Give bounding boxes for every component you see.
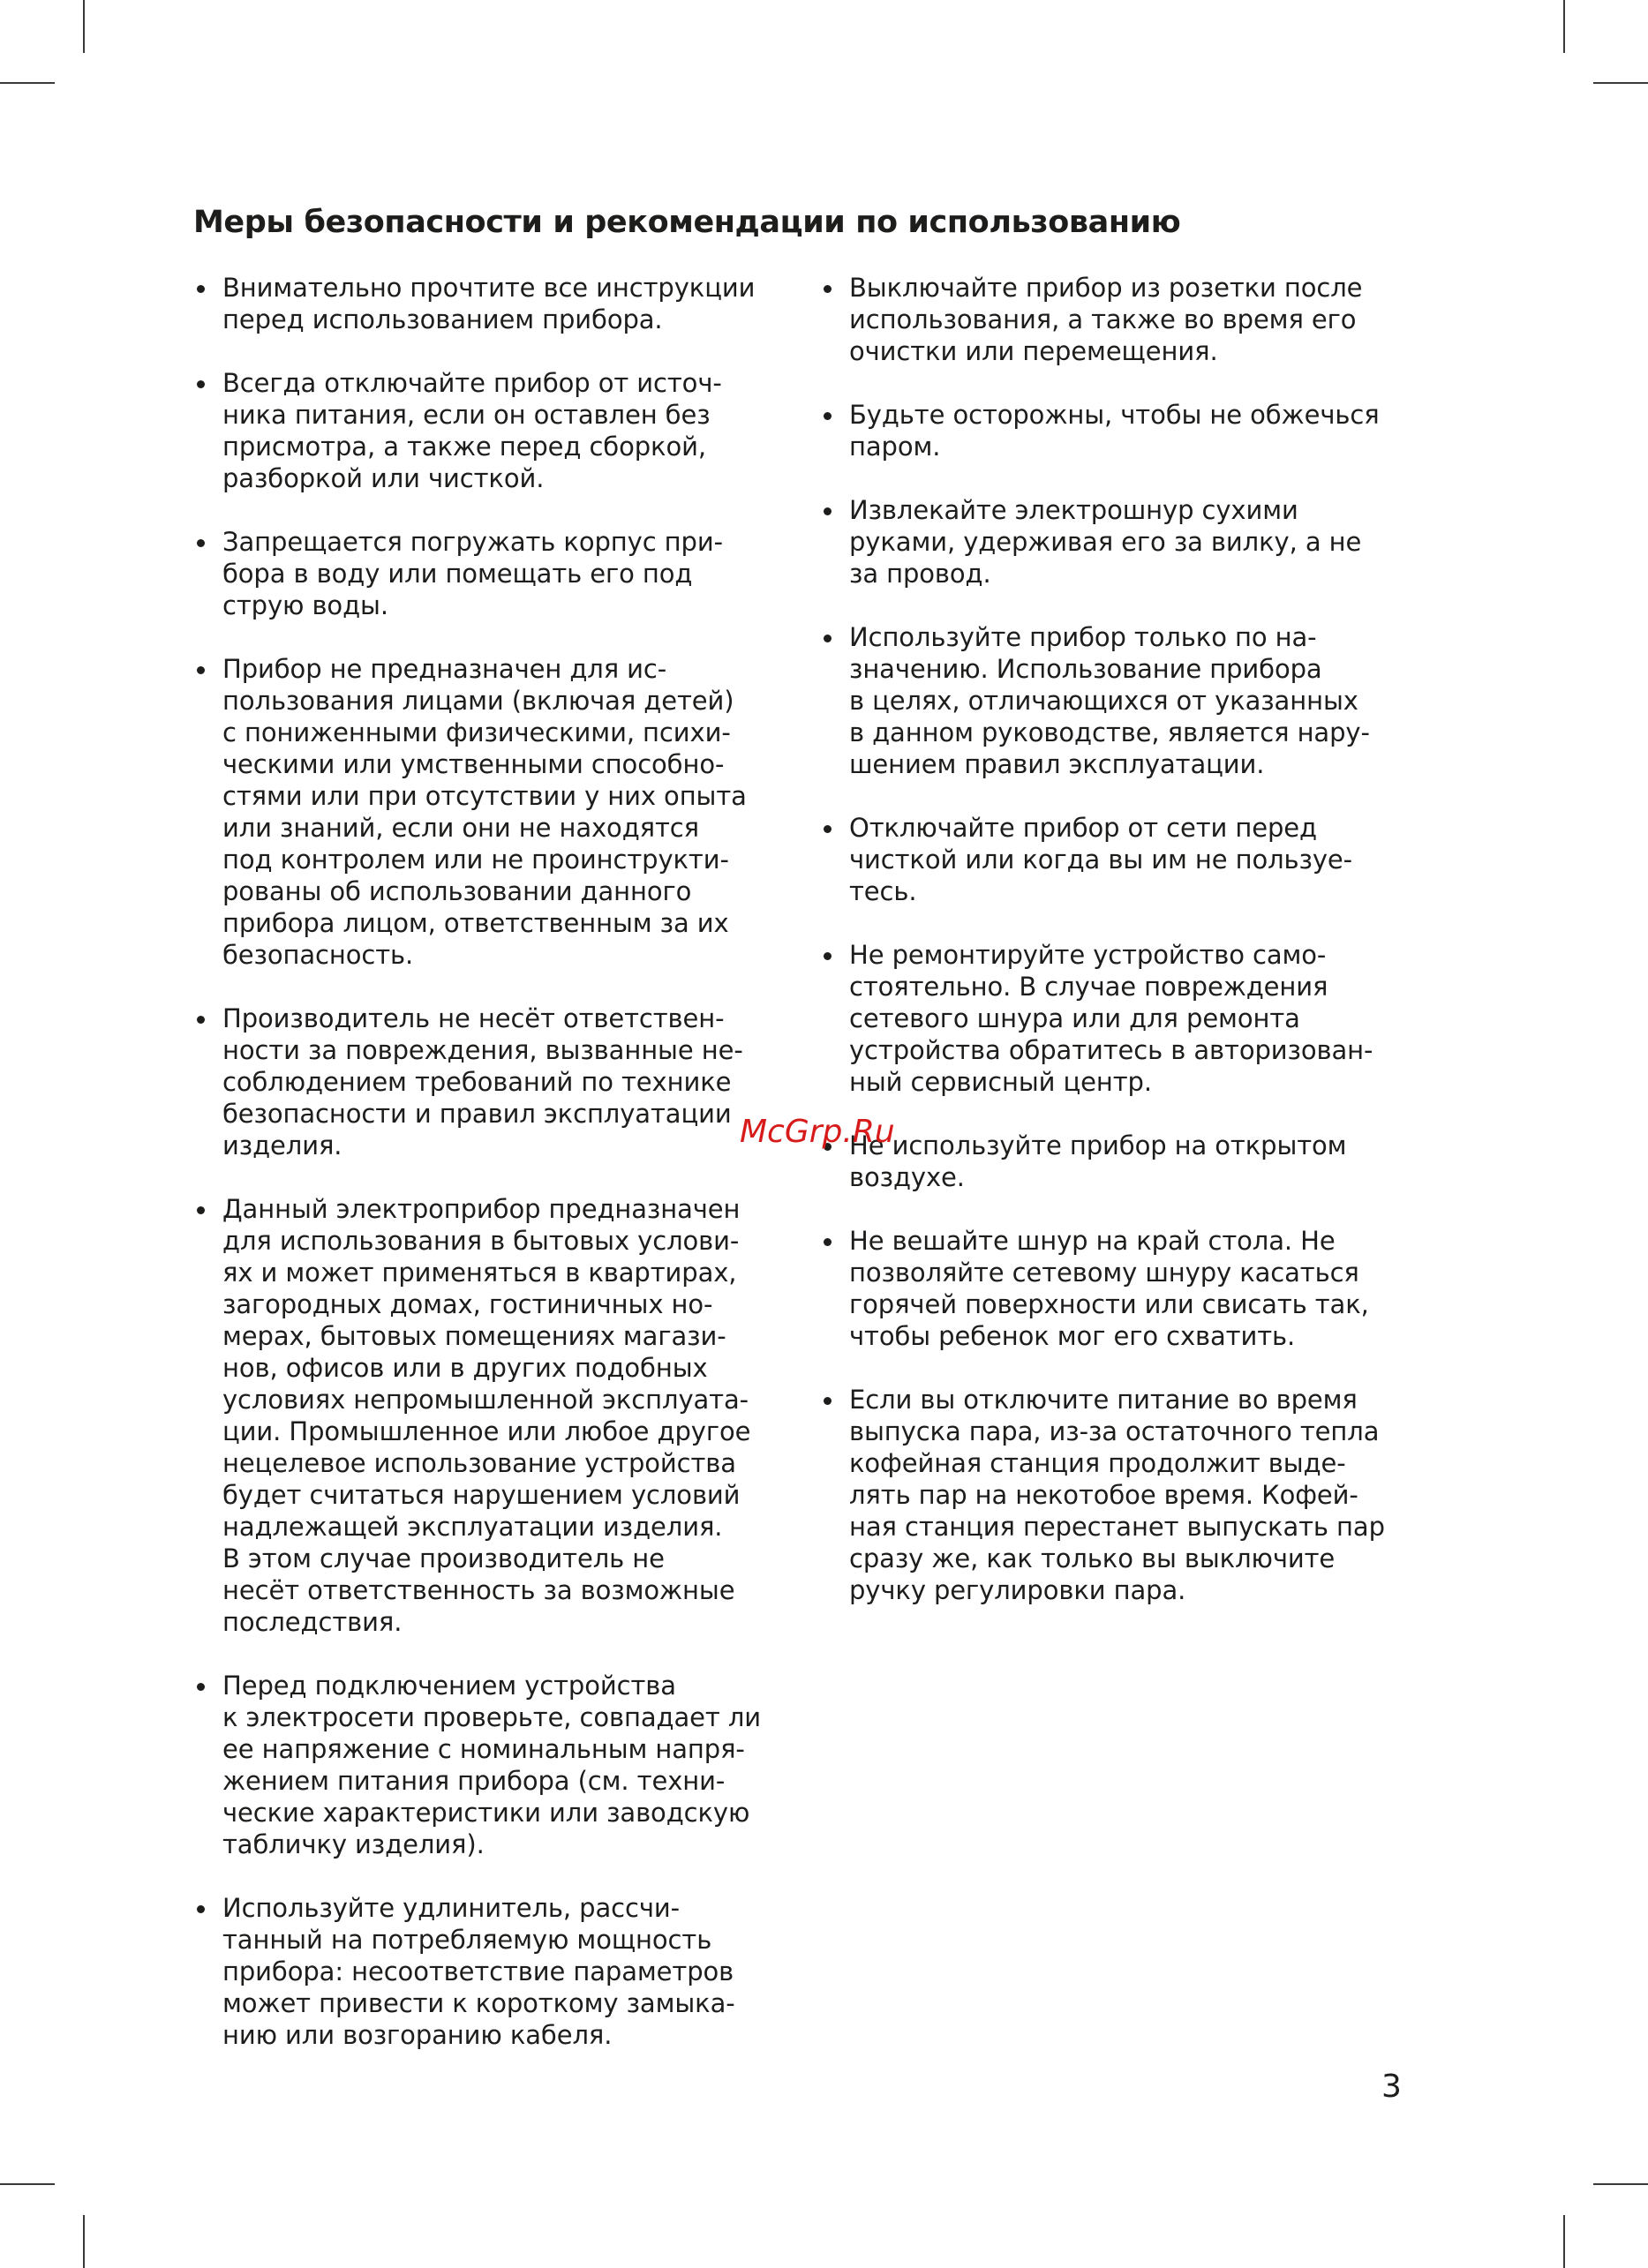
safety-item-text-line: Прибор не предназначен для ис- bbox=[222, 654, 667, 684]
safety-item-text-line: Извлекайте электрошнур сухими bbox=[849, 495, 1298, 525]
safety-item-text-line: соблюдением требований по технике bbox=[222, 1067, 732, 1097]
bullet-dot-icon bbox=[197, 285, 205, 293]
safety-item-text-line: может привести к короткому замыка- bbox=[222, 1988, 735, 2018]
bullet-dot-icon bbox=[197, 1206, 205, 1214]
safety-list-item bbox=[193, 1892, 785, 2051]
safety-item-text-line: Всегда отключайте прибор от источ- bbox=[222, 368, 722, 398]
safety-item-text-line: чисткой или когда вы им не пользуе- bbox=[849, 845, 1353, 875]
safety-item-text-line: разборкой или чисткой. bbox=[222, 463, 545, 493]
safety-list-item bbox=[193, 272, 785, 335]
safety-item-text-line: лять пар на некотобое время. Кофей- bbox=[849, 1480, 1358, 1510]
safety-list-item bbox=[820, 1130, 1420, 1193]
safety-item-text-line: нию или возгоранию кабеля. bbox=[222, 2020, 613, 2050]
bullet-dot-icon bbox=[824, 825, 832, 833]
safety-item-text-line: Внимательно прочтите все инструкции bbox=[222, 273, 756, 303]
bullet-dot-icon bbox=[197, 380, 205, 388]
safety-item-text-line: прибора лицом, ответственным за их bbox=[222, 908, 729, 938]
safety-item-text-line: ции. Промышленное или любое другое bbox=[222, 1416, 751, 1446]
bullet-dot-icon bbox=[824, 1397, 832, 1405]
safety-item-text-line: шением правил эксплуатации. bbox=[849, 749, 1265, 779]
safety-list-item bbox=[820, 399, 1420, 462]
bullet-dot-icon bbox=[197, 539, 205, 547]
crop-mark-top-left-horizontal bbox=[0, 82, 55, 84]
safety-item-text-line: позволяйте сетевому шнуру касаться bbox=[849, 1258, 1359, 1288]
bullet-dot-icon bbox=[197, 666, 205, 674]
safety-item-text-line: безопасности и правил эксплуатации bbox=[222, 1099, 732, 1129]
safety-item-text-line: тесь. bbox=[849, 876, 917, 906]
safety-item-text-line: Не используйте прибор на открытом bbox=[849, 1130, 1347, 1160]
watermark-text: McGrp.Ru bbox=[740, 1114, 895, 1150]
bullet-dot-icon bbox=[824, 635, 832, 642]
safety-item-text-line: воздухе. bbox=[849, 1162, 965, 1192]
safety-item-text-line: Используйте прибор только по на- bbox=[849, 622, 1317, 652]
safety-item-text-line: сетевого шнура или для ремонта bbox=[849, 1003, 1300, 1033]
safety-list-item bbox=[193, 1670, 785, 1860]
safety-item-text-line: паром. bbox=[849, 432, 941, 462]
safety-item-text-line: стоятельно. В случае повреждения bbox=[849, 972, 1328, 1002]
safety-item-text-line: очистки или перемещения. bbox=[849, 336, 1218, 366]
bullet-dot-icon bbox=[197, 1683, 205, 1691]
safety-list-item bbox=[820, 621, 1420, 780]
safety-item-text-line: надлежащей эксплуатации изделия. bbox=[222, 1512, 723, 1542]
safety-item-text-line: изделия. bbox=[222, 1130, 342, 1160]
safety-item-text-line: нецелевое использование устройства bbox=[222, 1448, 736, 1478]
page-title: Меры безопасности и рекомендации по использованию bbox=[193, 205, 1181, 240]
bullet-dot-icon bbox=[197, 1016, 205, 1024]
safety-item-text-line: значению. Использование прибора bbox=[849, 654, 1322, 684]
safety-list-right-column bbox=[820, 272, 1420, 1638]
safety-item-text-line: выпуска пара, из-за остаточного тепла bbox=[849, 1416, 1380, 1446]
safety-item-text-line: последствия. bbox=[222, 1607, 403, 1637]
bullet-dot-icon bbox=[824, 507, 832, 515]
safety-item-text-line: руками, удерживая его за вилку, а не bbox=[849, 527, 1362, 557]
safety-list-left-column bbox=[193, 272, 785, 2083]
safety-list-item bbox=[820, 272, 1420, 367]
safety-item-text-line: или знаний, если они не находятся bbox=[222, 813, 699, 843]
safety-item-text-line: Используйте удлинитель, рассчи- bbox=[222, 1893, 680, 1923]
safety-item-text-line: в целях, отличающихся от указанных bbox=[849, 686, 1358, 716]
safety-item-text-line: перед использованием прибора. bbox=[222, 304, 663, 334]
safety-item-text-line: для использования в бытовых услови- bbox=[222, 1226, 740, 1256]
safety-item-text-line: Запрещается погружать корпус при- bbox=[222, 527, 723, 557]
safety-item-text-line: табличку изделия). bbox=[222, 1829, 485, 1859]
bullet-dot-icon bbox=[824, 285, 832, 293]
safety-item-text-line: стями или при отсутствии у них опыта bbox=[222, 781, 747, 811]
safety-item-text-line: В этом случае производитель не bbox=[222, 1543, 665, 1573]
safety-item-text-line: Будьте осторожны, чтобы не обжечься bbox=[849, 400, 1380, 430]
safety-list-item bbox=[820, 494, 1420, 590]
safety-item-text-line: бора в воду или помещать его под bbox=[222, 559, 693, 589]
safety-item-text-line: ности за повреждения, вызванные не- bbox=[222, 1035, 743, 1065]
safety-item-text-line: горячей поверхности или свисать так, bbox=[849, 1289, 1369, 1319]
safety-item-text-line: пользования лицами (включая детей) bbox=[222, 686, 734, 716]
safety-item-text-line: нов, офисов или в других подобных bbox=[222, 1353, 708, 1383]
safety-item-text-line: использования, а также во время его bbox=[849, 304, 1357, 334]
safety-item-text-line: Выключайте прибор из розетки после bbox=[849, 273, 1363, 303]
safety-item-text-line: струю воды. bbox=[222, 590, 388, 620]
safety-item-text-line: ная станция перестанет выпускать пар bbox=[849, 1512, 1385, 1542]
safety-list-item bbox=[193, 1193, 785, 1638]
safety-item-text-line: ческими или умственными способно- bbox=[222, 749, 725, 779]
safety-list-item bbox=[193, 367, 785, 494]
safety-item-text-line: устройства обратитесь в авторизован- bbox=[849, 1035, 1373, 1065]
safety-item-text-line: кофейная станция продолжит выде- bbox=[849, 1448, 1346, 1478]
safety-list-item bbox=[820, 812, 1420, 907]
crop-mark-top-right-vertical bbox=[1563, 0, 1565, 53]
safety-item-text-line: Данный электроприбор предназначен bbox=[222, 1194, 741, 1224]
safety-item-text-line: к электросети проверьте, совпадает ли bbox=[222, 1702, 762, 1732]
safety-item-text-line: Перед подключением устройства bbox=[222, 1671, 676, 1701]
safety-item-text-line: присмотра, а также перед сборкой, bbox=[222, 432, 706, 462]
safety-item-text-line: Отключайте прибор от сети перед bbox=[849, 813, 1317, 843]
safety-item-text-line: несёт ответственность за возможные bbox=[222, 1575, 735, 1605]
safety-item-text-line: прибора: несоответствие параметров bbox=[222, 1956, 734, 1986]
safety-item-text-line: будет считаться нарушением условий bbox=[222, 1480, 741, 1510]
safety-item-text-line: с пониженными физическими, психи- bbox=[222, 717, 731, 747]
crop-mark-bottom-left-horizontal bbox=[0, 2183, 55, 2185]
safety-item-text-line: ника питания, если он оставлен без bbox=[222, 400, 711, 430]
safety-list-item bbox=[193, 653, 785, 971]
safety-item-text-line: жением питания прибора (см. техни- bbox=[222, 1766, 726, 1796]
safety-item-text-line: ческие характеристики или заводскую bbox=[222, 1798, 750, 1828]
crop-mark-top-left-vertical bbox=[83, 0, 85, 53]
bullet-dot-icon bbox=[824, 1238, 832, 1246]
safety-item-text-line: Не вешайте шнур на край стола. Не bbox=[849, 1226, 1336, 1256]
safety-item-text-line: загородных домах, гостиничных но- bbox=[222, 1289, 713, 1319]
safety-item-text-line: безопасность. bbox=[222, 940, 414, 970]
safety-item-text-line: Производитель не несёт ответствен- bbox=[222, 1003, 725, 1033]
crop-mark-top-right-horizontal bbox=[1593, 82, 1648, 84]
crop-mark-bottom-right-vertical bbox=[1563, 2215, 1565, 2268]
bullet-dot-icon bbox=[824, 412, 832, 420]
safety-list-item bbox=[820, 1225, 1420, 1352]
safety-item-text-line: ях и может применяться в квартирах, bbox=[222, 1258, 737, 1288]
safety-item-text-line: ный сервисный центр. bbox=[849, 1067, 1152, 1097]
safety-item-text-line: Если вы отключите питание во время bbox=[849, 1385, 1358, 1415]
safety-item-text-line: под контролем или не проинструкти- bbox=[222, 845, 729, 875]
safety-item-text-line: мерах, бытовых помещениях магази- bbox=[222, 1321, 726, 1351]
safety-list-item bbox=[193, 1003, 785, 1161]
safety-item-text-line: условиях непромышленной эксплуата- bbox=[222, 1385, 749, 1415]
safety-list-item bbox=[820, 939, 1420, 1098]
safety-list-item bbox=[193, 526, 785, 621]
bullet-dot-icon bbox=[197, 1905, 205, 1913]
safety-item-text-line: ручку регулировки пара. bbox=[849, 1575, 1186, 1605]
safety-item-text-line: Не ремонтируйте устройство само- bbox=[849, 940, 1327, 970]
safety-item-text-line: сразу же, как только вы выключите bbox=[849, 1543, 1336, 1573]
crop-mark-bottom-right-horizontal bbox=[1593, 2183, 1648, 2185]
safety-item-text-line: чтобы ребенок мог его схватить. bbox=[849, 1321, 1296, 1351]
bullet-dot-icon bbox=[824, 952, 832, 960]
safety-item-text-line: за провод. bbox=[849, 559, 991, 589]
safety-item-text-line: танный на потребляемую мощность bbox=[222, 1925, 712, 1955]
crop-mark-bottom-left-vertical bbox=[83, 2215, 85, 2268]
safety-item-text-line: в данном руководстве, является нару- bbox=[849, 717, 1370, 747]
safety-list-item bbox=[820, 1384, 1420, 1606]
safety-item-text-line: рованы об использовании данного bbox=[222, 876, 692, 906]
page-number: 3 bbox=[1381, 2069, 1402, 2105]
safety-item-text-line: ее напряжение с номинальным напря- bbox=[222, 1734, 745, 1764]
